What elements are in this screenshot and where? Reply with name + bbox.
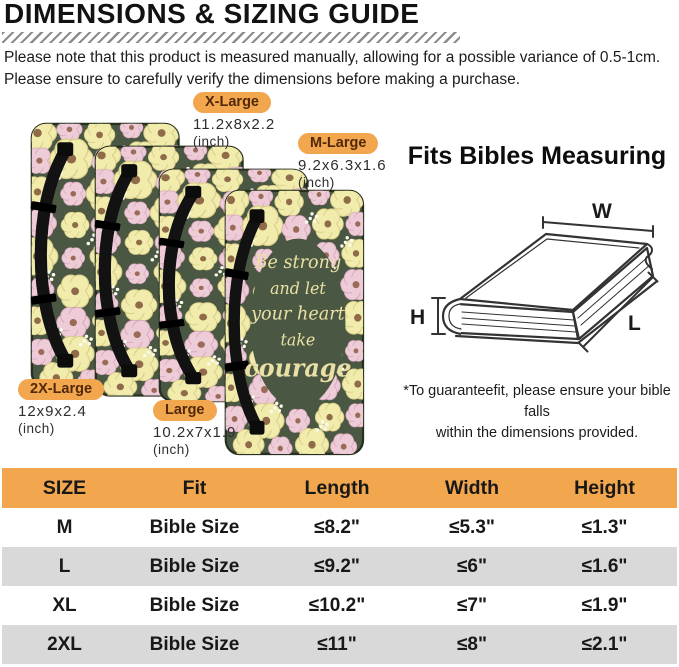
cell-length: ≤10.2": [308, 594, 366, 616]
height-dimension: [410, 298, 445, 334]
cell-fit: Bible Size: [149, 516, 240, 538]
cell-fit: Bible Size: [149, 594, 240, 616]
table-row-m: [2, 508, 677, 547]
cell-height: ≤1.9": [581, 594, 628, 616]
table-row-l: [2, 547, 677, 586]
table-row-2xl: [2, 625, 677, 664]
size-label-2xlarge: [18, 379, 104, 436]
page-title: DIMENSIONS & SIZING GUIDE: [4, 0, 420, 29]
size-label-large: [153, 400, 236, 457]
size-label-mlarge: [298, 133, 387, 190]
cover-quote-line5: courage: [244, 353, 352, 383]
hatch-divider: [2, 32, 460, 43]
cell-width: ≤7": [456, 594, 487, 616]
cell-fit: Bible Size: [149, 555, 240, 577]
size-unit-2xlarge: (inch): [18, 421, 55, 436]
cover-quote-line4: take: [280, 330, 316, 350]
cell-size: XL: [52, 594, 77, 616]
size-badge-mlarge: M-Large: [298, 133, 378, 154]
cell-size: L: [58, 555, 71, 577]
size-table-header: [2, 468, 677, 508]
cell-width: ≤8": [456, 633, 487, 655]
size-badge-2xlarge: 2X-Large: [18, 379, 104, 400]
fit-guide-footnote-line1: *To guaranteefit, please ensure your bible falls: [403, 383, 671, 420]
size-dimensions-xlarge: 11.2x8x2.2: [193, 116, 276, 133]
column-header-fit: Fit: [182, 476, 207, 499]
width-dimension: [543, 200, 653, 237]
table-row-xl: [2, 586, 677, 625]
cell-height: ≤2.1": [581, 633, 628, 655]
size-unit-xlarge: (inch): [193, 134, 230, 149]
size-dimensions-mlarge: 9.2x6.3x1.6: [298, 157, 387, 174]
cell-height: ≤1.3": [581, 516, 628, 538]
width-dimension-label: W: [592, 200, 612, 223]
column-header-width: Width: [445, 476, 499, 499]
size-unit-mlarge: (inch): [298, 175, 335, 190]
cell-size: M: [56, 516, 73, 538]
cell-length: ≤8.2": [314, 516, 360, 538]
measurement-note: [4, 47, 660, 91]
cell-width: ≤6": [456, 555, 487, 577]
height-dimension-label: H: [410, 306, 426, 329]
size-badge-large: Large: [153, 400, 217, 421]
cell-length: ≤9.2": [314, 555, 360, 577]
size-dimensions-2xlarge: 12x9x2.4: [18, 403, 87, 420]
column-header-size: SIZE: [42, 476, 87, 499]
size-unit-large: (inch): [153, 442, 190, 457]
cover-quote-line2: and let: [270, 278, 326, 298]
cover-quote: [244, 239, 351, 408]
cell-size: 2XL: [47, 633, 82, 655]
cell-height: ≤1.6": [581, 555, 628, 577]
measurement-note-line1: Please note that this product is measured manually, allowing for a possible variance of 0.5-1cm.: [4, 49, 661, 66]
fit-guide-title: Fits Bibles Measuring: [407, 142, 667, 170]
cell-fit: Bible Size: [149, 633, 240, 655]
size-dimensions-large: 10.2x7x1.9: [153, 424, 237, 441]
size-table: [2, 468, 677, 664]
cover-quote-line3: your heart: [251, 303, 345, 325]
cell-length: ≤11": [317, 633, 357, 655]
measurement-note-line2: Please ensure to carefully verify the dimensions before making a purchase.: [4, 71, 521, 88]
fit-guide-footnote-line2: within the dimensions provided.: [435, 425, 639, 441]
column-header-length: Length: [304, 476, 370, 499]
column-header-height: Height: [574, 476, 635, 499]
cell-width: ≤5.3": [449, 516, 495, 538]
size-label-xlarge: [193, 92, 275, 149]
length-dimension-label: L: [628, 312, 641, 335]
fit-guide-footnote: [398, 381, 676, 444]
cover-quote-line1: Be strong: [254, 251, 342, 274]
size-badge-xlarge: X-Large: [193, 92, 271, 113]
book-measurement-diagram: [400, 192, 672, 370]
